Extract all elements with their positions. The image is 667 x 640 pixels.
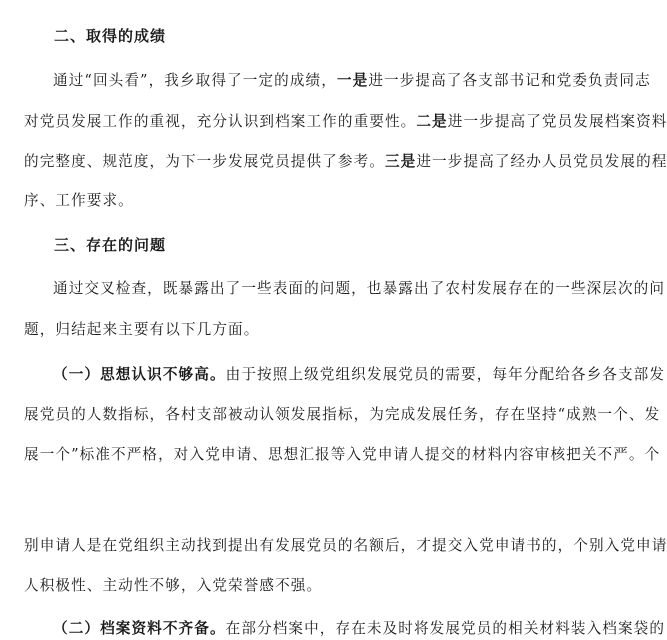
paragraph-line: 通过“回头看”，我乡取得了一定的成绩，一是进一步提高了各支部书记和党委负责同志	[53, 72, 651, 89]
emphasis-text: 三是	[384, 153, 417, 170]
section-heading-problems: 三、存在的问题	[54, 236, 167, 254]
emphasis-text: 一是	[336, 72, 369, 89]
paragraph-line: （一）思想认识不够高。由于按照上级党组织发展党员的需要，每年分配给各乡各支部发	[53, 366, 666, 383]
section-heading-achievements: 二、取得的成绩	[54, 27, 167, 45]
paragraph-line: 展一个”标准不严格，对入党申请、思想汇报等入党申请人提交的材料内容审核把关不严。个	[24, 446, 661, 463]
paragraph-line: 对党员发展工作的重视，充分认识到档案工作的重要性。二是进一步提高了党员发展档案资料	[24, 113, 667, 130]
paragraph-line: （二）档案资料不齐备。在部分档案中，存在未及时将发展党员的相关材料装入档案袋的	[53, 620, 666, 637]
paragraph-line: 序、工作要求。	[24, 192, 134, 209]
paragraph-line: 的完整度、规范度，为下一步发展党员提供了参考。三是进一步提高了经办人员党员发展的程	[24, 153, 667, 170]
subsection-title: （一）思想认识不够高。	[53, 366, 226, 383]
emphasis-text: 二是	[416, 113, 448, 130]
paragraph-line: 展党员的人数指标，各村支部被动认领发展指标，为完成发展任务，存在坚持“成熟一个、发	[24, 406, 661, 423]
paragraph-line: 通过交叉检查，既暴露出了一些表面的问题，也暴露出了农村发展存在的一些深层次的问	[53, 280, 666, 297]
paragraph-line: 别申请人是在党组织主动找到提出有发展党员的名额后，才提交入党申请书的，个别入党申请	[24, 537, 667, 554]
paragraph-line: 题，归结起来主要有以下几方面。	[24, 321, 260, 338]
subsection-title: （二）档案资料不齐备。	[53, 620, 226, 637]
paragraph-line: 人积极性、主动性不够，入党荣誉感不强。	[24, 577, 323, 594]
